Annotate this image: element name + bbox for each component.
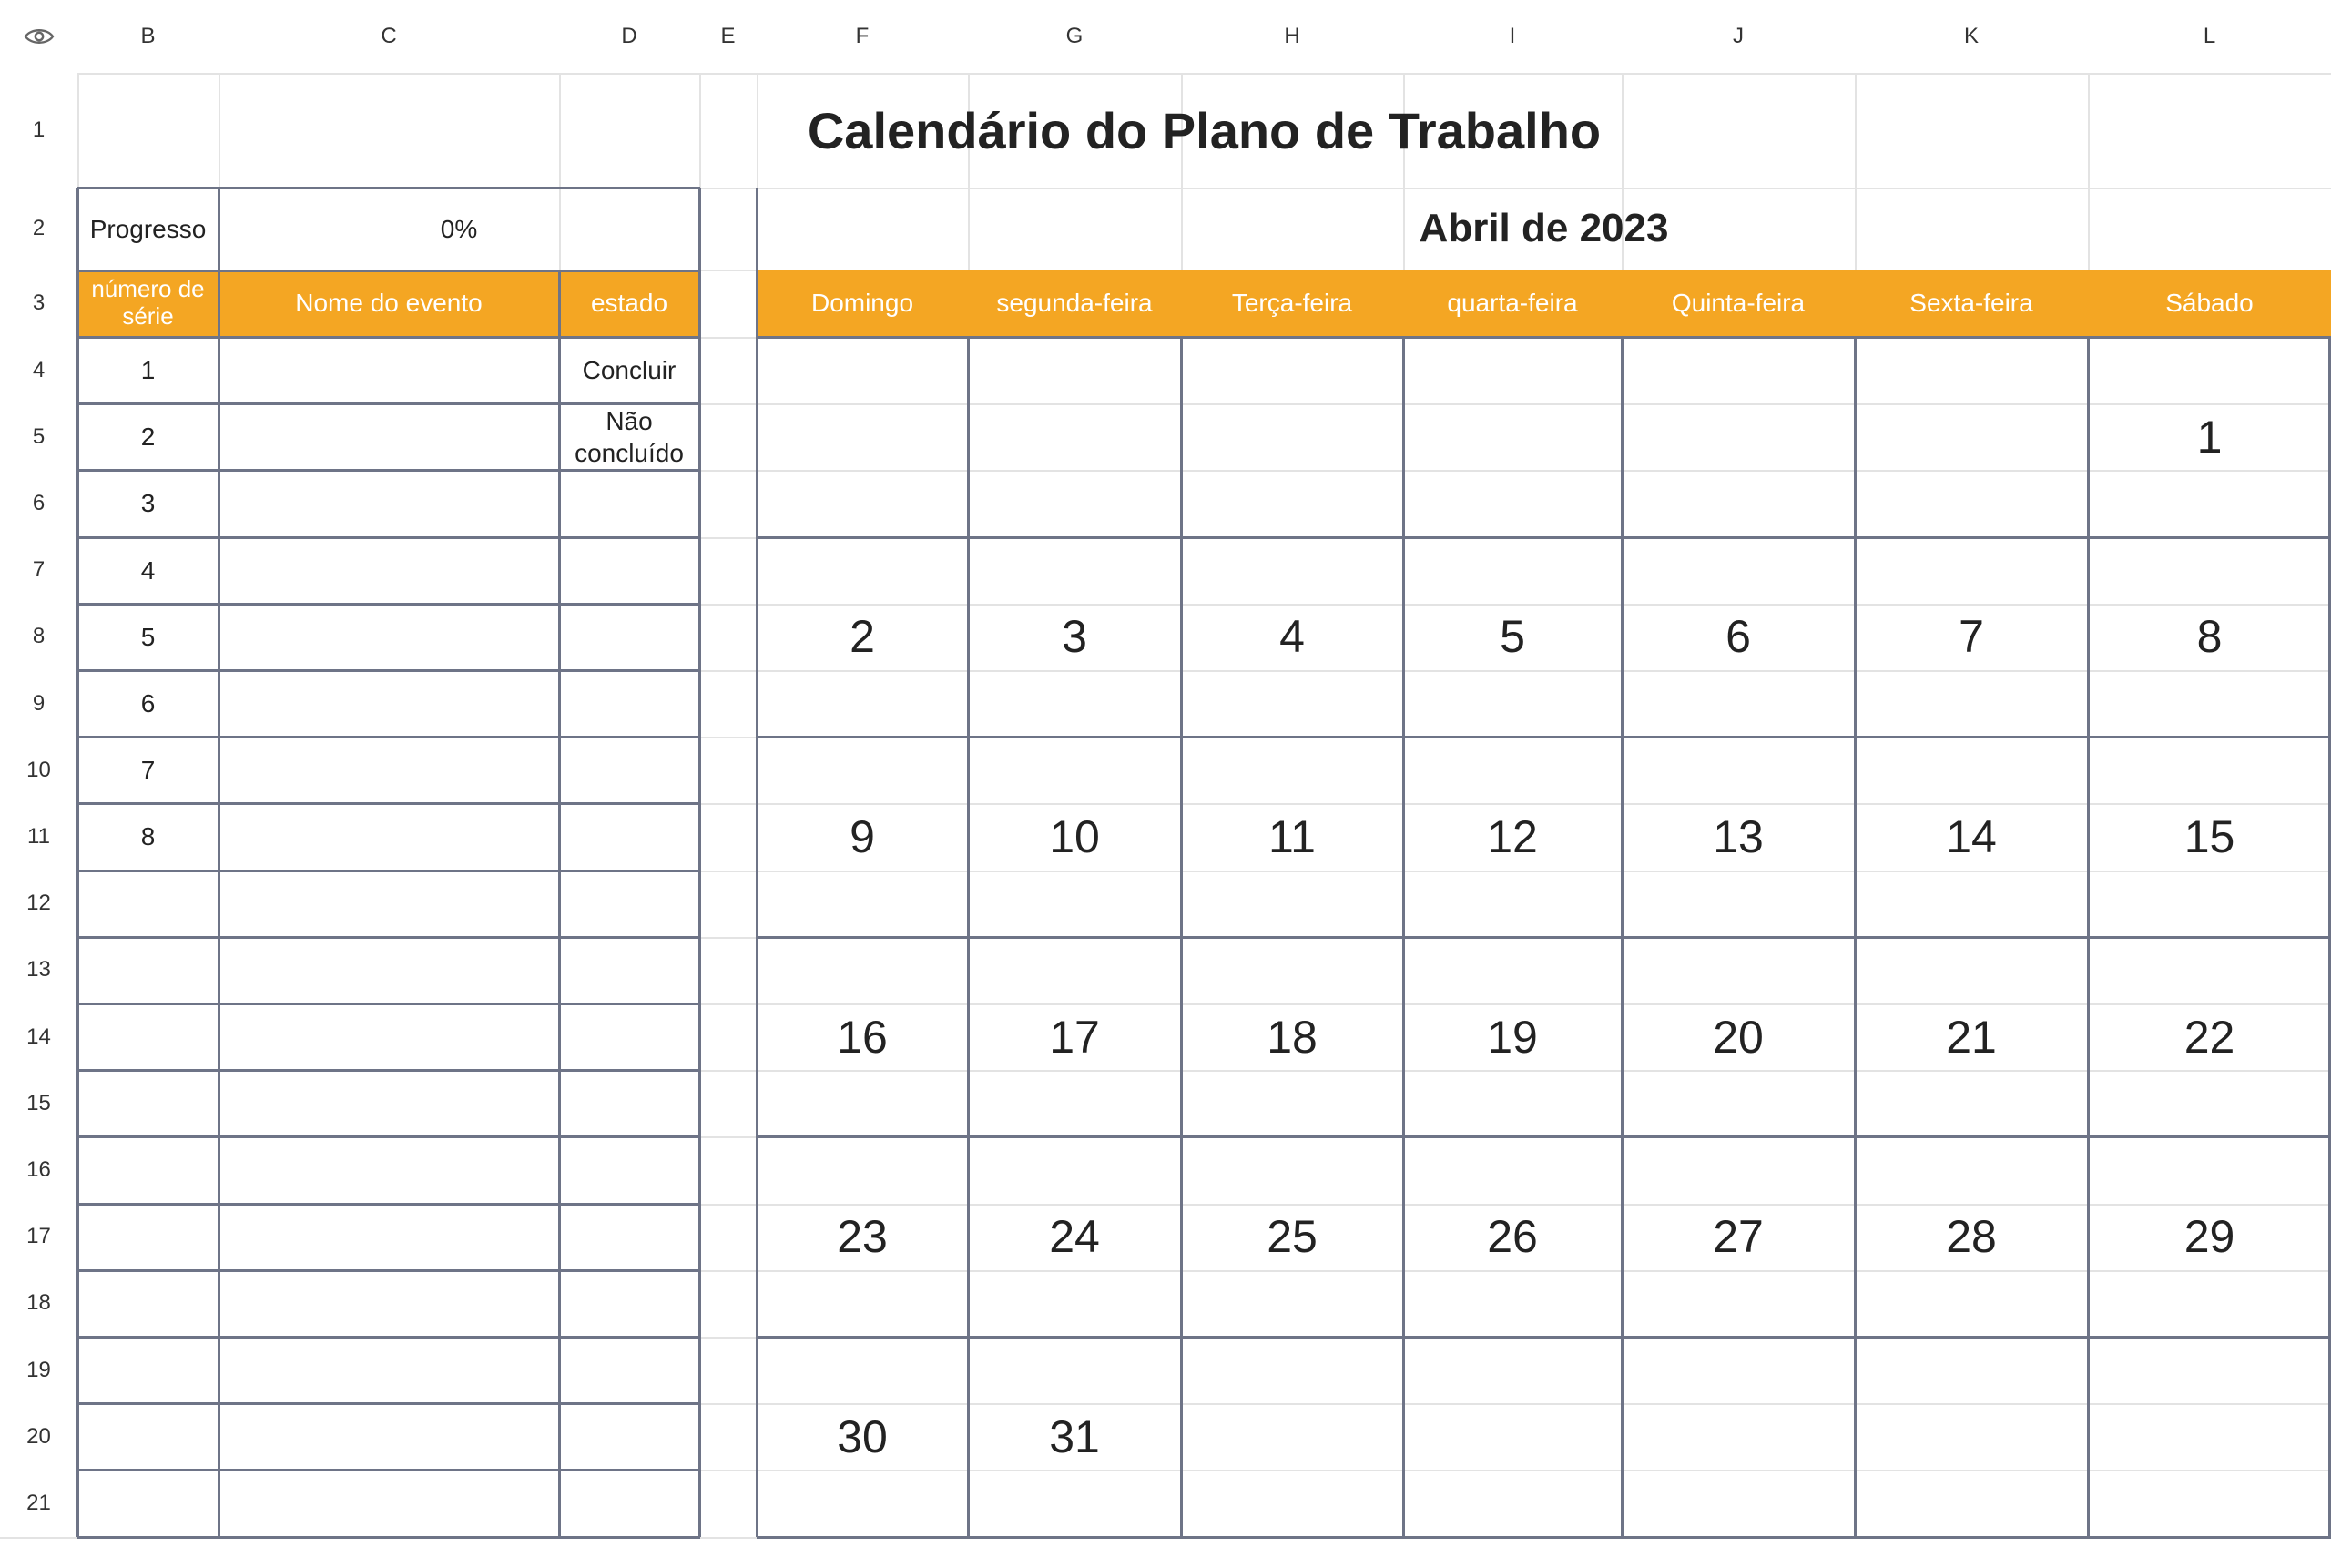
table-border	[77, 336, 700, 339]
column-header-l[interactable]: L	[2088, 0, 2331, 73]
calendar-day-cell[interactable]	[1622, 337, 1855, 537]
task-name-cell[interactable]	[219, 1403, 559, 1470]
table-border	[77, 187, 700, 189]
task-number-cell[interactable]	[77, 1070, 219, 1136]
table-border	[77, 603, 700, 606]
table-border	[77, 1336, 700, 1339]
task-status-cell[interactable]	[559, 1003, 699, 1070]
task-status-cell[interactable]	[559, 803, 699, 870]
calendar-border	[757, 736, 2331, 738]
calendar-day-cell[interactable]	[1855, 337, 2088, 537]
row-header-2[interactable]: 2	[0, 188, 77, 270]
row-header-4[interactable]: 4	[0, 337, 77, 403]
column-header-d[interactable]: D	[559, 0, 699, 73]
task-status-cell[interactable]: Não concluído	[575, 406, 684, 467]
calendar-border	[757, 1135, 2331, 1138]
task-status-cell[interactable]	[559, 470, 699, 536]
task-name-cell[interactable]	[219, 604, 559, 670]
calendar-day-cell[interactable]: 15	[2183, 810, 2235, 862]
table-border	[77, 936, 700, 939]
task-name-cell[interactable]	[219, 871, 559, 937]
calendar-day-cell[interactable]: 25	[1267, 1211, 1318, 1263]
row-header-10[interactable]: 10	[0, 737, 77, 803]
task-name-cell[interactable]	[219, 1470, 559, 1536]
task-status-cell[interactable]	[559, 1070, 699, 1136]
task-status-cell[interactable]	[559, 937, 699, 1003]
progress-value[interactable]: 0%	[440, 214, 478, 243]
table-border	[558, 270, 561, 1537]
calendar-day-cell[interactable]: 9	[850, 810, 875, 862]
weekday-header[interactable]: quarta-feira	[1403, 270, 1622, 337]
eye-icon[interactable]	[24, 26, 55, 46]
task-number-cell[interactable]	[77, 1337, 219, 1403]
task-status-cell[interactable]	[559, 537, 699, 604]
row-header-6[interactable]: 6	[0, 470, 77, 536]
row-header-19[interactable]: 19	[0, 1337, 77, 1403]
task-number-cell[interactable]: 6	[140, 689, 156, 718]
task-status-cell[interactable]	[559, 737, 699, 803]
task-name-cell[interactable]	[219, 1337, 559, 1403]
calendar-day-cell[interactable]: 27	[1713, 1211, 1764, 1263]
calendar-day-cell[interactable]: 14	[1946, 810, 1997, 862]
table-border	[76, 188, 79, 1537]
weekday-header[interactable]: Terça-feira	[1181, 270, 1403, 337]
calendar-day-cell[interactable]: 1	[2196, 411, 2223, 463]
task-status-cell[interactable]	[559, 1470, 699, 1536]
calendar-day-cell[interactable]: 12	[1487, 810, 1538, 862]
task-status-cell[interactable]	[559, 604, 699, 670]
weekday-header[interactable]: Sábado	[2088, 270, 2331, 337]
task-name-cell[interactable]	[219, 1003, 559, 1070]
column-header-f[interactable]: F	[757, 0, 968, 73]
progress-label[interactable]: Progresso	[89, 214, 207, 243]
calendar-day-cell[interactable]	[757, 337, 968, 537]
calendar-day-cell[interactable]: 18	[1267, 1011, 1318, 1063]
calendar-day-cell[interactable]: 8	[2196, 611, 2223, 663]
calendar-day-cell[interactable]: 22	[2183, 1011, 2235, 1063]
column-header-i[interactable]: I	[1403, 0, 1622, 73]
calendar-day-cell[interactable]: 2	[850, 611, 875, 663]
row-header-20[interactable]: 20	[0, 1403, 77, 1470]
task-number-cell[interactable]	[77, 937, 219, 1003]
task-name-cell[interactable]	[219, 337, 559, 403]
task-name-cell[interactable]	[219, 737, 559, 803]
task-number-cell[interactable]	[77, 1136, 219, 1203]
calendar-day-cell[interactable]: 11	[1268, 810, 1316, 862]
table-border	[77, 736, 700, 738]
task-number-cell[interactable]: 1	[140, 356, 156, 385]
task-status-cell[interactable]	[559, 1136, 699, 1203]
task-status-cell[interactable]	[559, 670, 699, 737]
calendar-day-cell[interactable]: 4	[1279, 611, 1305, 663]
column-header-g[interactable]: G	[968, 0, 1181, 73]
task-header-1[interactable]: número de série	[77, 270, 219, 337]
calendar-border	[757, 1536, 2331, 1539]
calendar-border	[756, 188, 758, 337]
table-border	[77, 1469, 700, 1471]
table-border	[77, 270, 699, 272]
row-header-8[interactable]: 8	[0, 604, 77, 670]
row-header-21[interactable]: 21	[0, 1470, 77, 1536]
task-status-cell[interactable]	[559, 1403, 699, 1470]
calendar-day-cell[interactable]: 21	[1946, 1011, 1997, 1063]
task-number-cell[interactable]	[77, 871, 219, 937]
task-number-cell[interactable]	[77, 1204, 219, 1270]
task-number-cell[interactable]: 3	[140, 489, 156, 518]
calendar-border	[757, 336, 2331, 339]
table-border	[218, 188, 220, 1537]
weekday-header[interactable]: Domingo	[757, 270, 968, 337]
row-header-11[interactable]: 11	[0, 803, 77, 870]
calendar-day-cell[interactable]	[2088, 1337, 2331, 1537]
calendar-day-cell[interactable]: 31	[1049, 1410, 1100, 1462]
calendar-day-cell[interactable]	[1181, 1337, 1403, 1537]
row-header-13[interactable]: 13	[0, 937, 77, 1003]
calendar-day-cell[interactable]: 13	[1713, 810, 1764, 862]
calendar-day-cell[interactable]	[1403, 1337, 1622, 1537]
weekday-header[interactable]: segunda-feira	[968, 270, 1181, 337]
column-header-e[interactable]: E	[699, 0, 757, 73]
calendar-day-cell[interactable]: 26	[1487, 1211, 1538, 1263]
table-border	[77, 1402, 700, 1405]
calendar-day-cell[interactable]	[1403, 337, 1622, 537]
task-number-cell[interactable]: 5	[140, 622, 156, 651]
task-status-cell[interactable]: Concluir	[582, 356, 677, 385]
task-number-cell[interactable]: 4	[140, 555, 156, 585]
task-status-cell[interactable]	[559, 871, 699, 937]
column-header-h[interactable]: H	[1181, 0, 1403, 73]
task-number-cell[interactable]: 2	[140, 423, 156, 452]
task-status-cell[interactable]	[559, 1270, 699, 1337]
task-name-cell[interactable]	[219, 670, 559, 737]
task-number-cell[interactable]: 7	[140, 756, 156, 785]
table-border	[77, 802, 700, 805]
calendar-month-title[interactable]: Abril de 2023	[1419, 206, 1669, 250]
calendar-day-cell[interactable]: 23	[837, 1211, 888, 1263]
row-header-3[interactable]: 3	[0, 270, 77, 337]
table-border	[77, 1203, 700, 1206]
row-header-9[interactable]: 9	[0, 670, 77, 737]
calendar-day-cell[interactable]: 28	[1946, 1211, 1997, 1263]
row-header-14[interactable]: 14	[0, 1003, 77, 1070]
table-border	[77, 402, 700, 405]
row-header-17[interactable]: 17	[0, 1204, 77, 1270]
calendar-day-cell[interactable]	[968, 337, 1181, 537]
calendar-day-cell[interactable]: 7	[1959, 611, 1984, 663]
row-header-5[interactable]: 5	[0, 403, 77, 470]
calendar-day-cell[interactable]	[1181, 337, 1403, 537]
calendar-day-cell[interactable]: 17	[1049, 1011, 1100, 1063]
task-number-cell[interactable]	[77, 1270, 219, 1337]
row-header-7[interactable]: 7	[0, 537, 77, 604]
row-header-16[interactable]: 16	[0, 1136, 77, 1203]
row-header-15[interactable]: 15	[0, 1070, 77, 1136]
calendar-day-cell[interactable]: 5	[1500, 611, 1525, 663]
calendar-border	[757, 936, 2331, 939]
table-border	[77, 469, 700, 472]
calendar-day-cell[interactable]: 19	[1487, 1011, 1538, 1063]
table-border	[77, 669, 700, 672]
row-header-12[interactable]: 12	[0, 871, 77, 937]
task-name-cell[interactable]	[219, 1070, 559, 1136]
table-border	[77, 1536, 700, 1539]
task-number-cell[interactable]	[77, 1470, 219, 1536]
task-name-cell[interactable]	[219, 1136, 559, 1203]
task-name-cell[interactable]	[219, 1270, 559, 1337]
task-name-cell[interactable]	[219, 803, 559, 870]
calendar-day-cell[interactable]	[1855, 1337, 2088, 1537]
table-border	[698, 188, 701, 1537]
task-name-cell[interactable]	[219, 937, 559, 1003]
calendar-day-cell[interactable]: 10	[1049, 810, 1100, 862]
row-header-1[interactable]: 1	[0, 73, 77, 188]
task-name-cell[interactable]	[219, 403, 559, 470]
task-name-cell[interactable]	[219, 1204, 559, 1270]
column-header-j[interactable]: J	[1622, 0, 1855, 73]
task-number-cell[interactable]: 8	[140, 822, 156, 851]
row-header-18[interactable]: 18	[0, 1270, 77, 1337]
table-border	[77, 1269, 700, 1272]
table-border	[77, 1069, 700, 1072]
table-border	[77, 536, 700, 539]
task-number-cell[interactable]	[77, 1003, 219, 1070]
column-header-c[interactable]: C	[219, 0, 559, 73]
task-number-cell[interactable]	[77, 1403, 219, 1470]
calendar-day-cell[interactable]: 30	[837, 1410, 888, 1462]
weekday-header[interactable]: Quinta-feira	[1622, 270, 1855, 337]
calendar-day-cell[interactable]: 16	[837, 1011, 888, 1063]
table-border	[77, 1003, 700, 1005]
select-all-corner[interactable]	[0, 0, 77, 73]
calendar-day-cell[interactable]: 20	[1713, 1011, 1764, 1063]
calendar-day-cell[interactable]: 24	[1049, 1211, 1100, 1263]
task-header-3[interactable]: estado	[559, 270, 699, 337]
task-status-cell[interactable]	[559, 1204, 699, 1270]
column-header-k[interactable]: K	[1855, 0, 2088, 73]
table-border	[77, 1135, 700, 1138]
column-header-b[interactable]: B	[77, 0, 219, 73]
calendar-day-cell[interactable]: 6	[1725, 611, 1751, 663]
calendar-day-cell[interactable]: 29	[2183, 1211, 2235, 1263]
calendar-border	[757, 536, 2331, 539]
calendar-day-cell[interactable]	[1622, 1337, 1855, 1537]
calendar-day-cell[interactable]: 3	[1062, 611, 1087, 663]
sheet-title[interactable]: Calendário do Plano de Trabalho	[807, 101, 1602, 159]
calendar-border	[757, 1336, 2331, 1339]
table-border	[77, 870, 700, 872]
task-name-cell[interactable]	[219, 537, 559, 604]
task-status-cell[interactable]	[559, 1337, 699, 1403]
task-header-2[interactable]: Nome do evento	[219, 270, 559, 337]
weekday-header[interactable]: Sexta-feira	[1855, 270, 2088, 337]
task-name-cell[interactable]	[219, 470, 559, 536]
